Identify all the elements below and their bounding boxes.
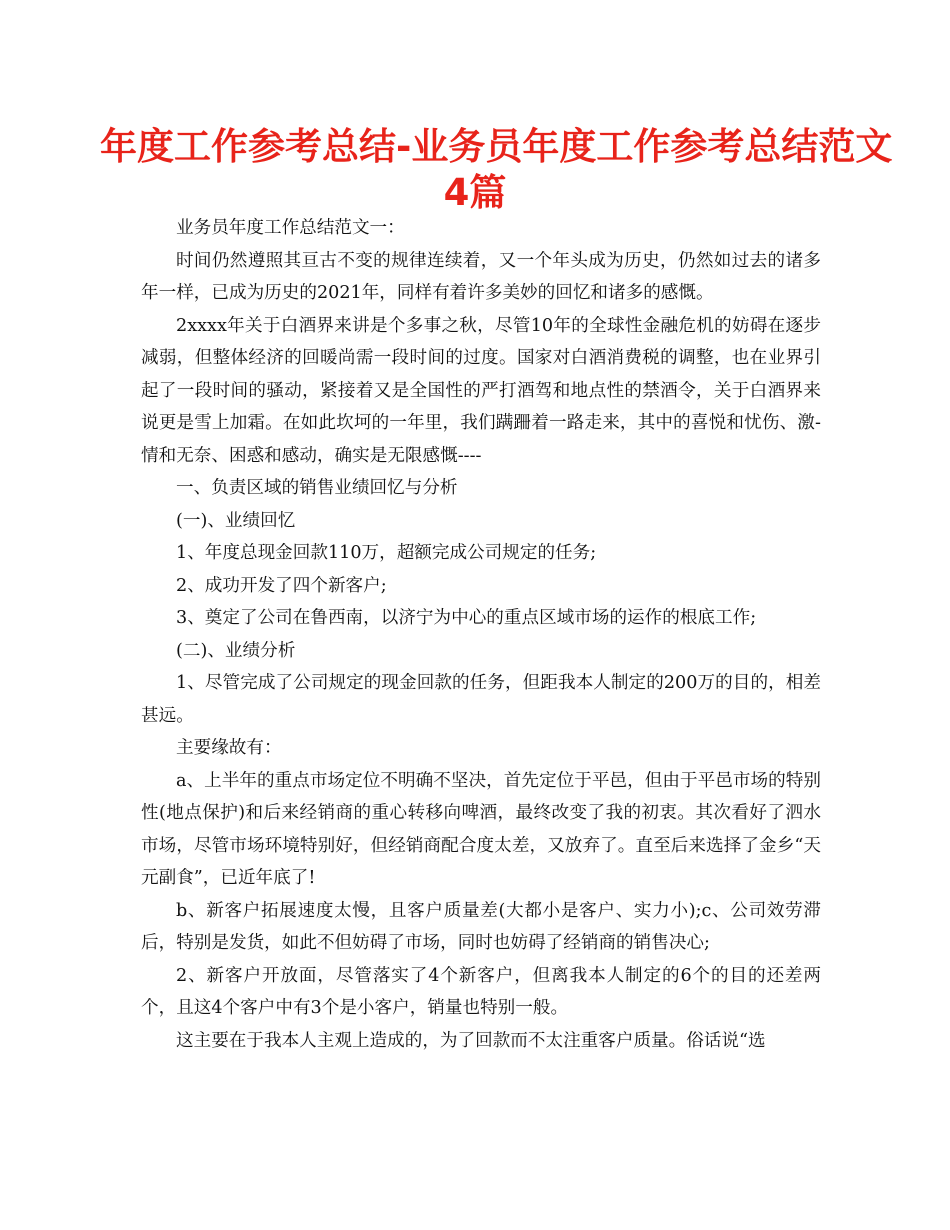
document-body bbox=[141, 212, 821, 1057]
list-item: 1、年度总现金回款110万，超额完成公司规定的任务; bbox=[176, 543, 597, 563]
paragraph: 这主要在于我本人主观上造成的，为了回款而不太注重客户质量。俗话说“选 bbox=[176, 1030, 766, 1051]
list-item: 3、奠定了公司在鲁西南，以济宁为中心的重点区域市场的运作的根底工作; bbox=[176, 608, 757, 628]
document-title-line-1: 年度工作参考总结-业务员年度工作参考总结范文 bbox=[100, 125, 893, 168]
paragraph: 时间仍然遵照其亘古不变的规律连续着，又一个年头成为历史，仍然如过去的诸多年一样，已成为历史的2021年，同样有着许多美妙的回忆和诸多的感慨。 bbox=[141, 250, 821, 303]
list-item: 2、成功开发了四个新客户; bbox=[176, 575, 387, 596]
list-item: a、上半年的重点市场定位不明确不坚决，首先定位于平邑，但由于平邑市场的特别性(地点保护)和后来经销商的重心转移向啤酒，最终改变了我的初衷。其次看好了泗水市场，尽管市场环境特别好，但经销商配合度太差，又放弃了。直至后来选择了金乡“天元副食”，已近年底了! bbox=[141, 770, 821, 888]
document-title-line-2: 4篇 bbox=[443, 171, 507, 214]
subsection-heading: (二)、业绩分析 bbox=[176, 640, 296, 661]
list-item: 1、尽管完成了公司规定的现金回款的任务，但距我本人制定的200万的目的，相差甚远。 bbox=[141, 673, 821, 726]
paragraph: 主要缘故有： bbox=[176, 738, 282, 758]
list-item: 2、新客户开放面，尽管落实了4个新客户，但离我本人制定的6个的目的还差两个，且这4个客户中有3个是小客户，销量也特别一般。 bbox=[141, 965, 821, 1018]
paragraph: 2xxxx年关于白酒界来讲是个多事之秋，尽管10年的全球性金融危机的妨碍在逐步减弱，但整体经济的回暖尚需一段时间的过度。国家对白酒消费税的调整，也在业界引起了一段时间的骚动，紧接着又是全国性的严打酒驾和地点性的禁酒令，关于白酒界来说更是雪上加霜。在如此坎坷的一年里，我们蹒跚着一路走来，其中的喜悦和忧伤、激-情和无奈、困惑和感动，确实是无限感慨---- bbox=[141, 315, 821, 466]
list-item: b、新客户拓展速度太慢，且客户质量差(大都小是客户、实力小);c、公司效劳滞后，特别是发货，如此不但妨碍了市场，同时也妨碍了经销商的销售决心; bbox=[141, 900, 821, 953]
section-heading: 一、负责区域的销售业绩回忆与分析 bbox=[176, 478, 458, 498]
subsection-heading: (一)、业绩回忆 bbox=[176, 510, 296, 531]
section-heading: 业务员年度工作总结范文一： bbox=[176, 218, 405, 238]
